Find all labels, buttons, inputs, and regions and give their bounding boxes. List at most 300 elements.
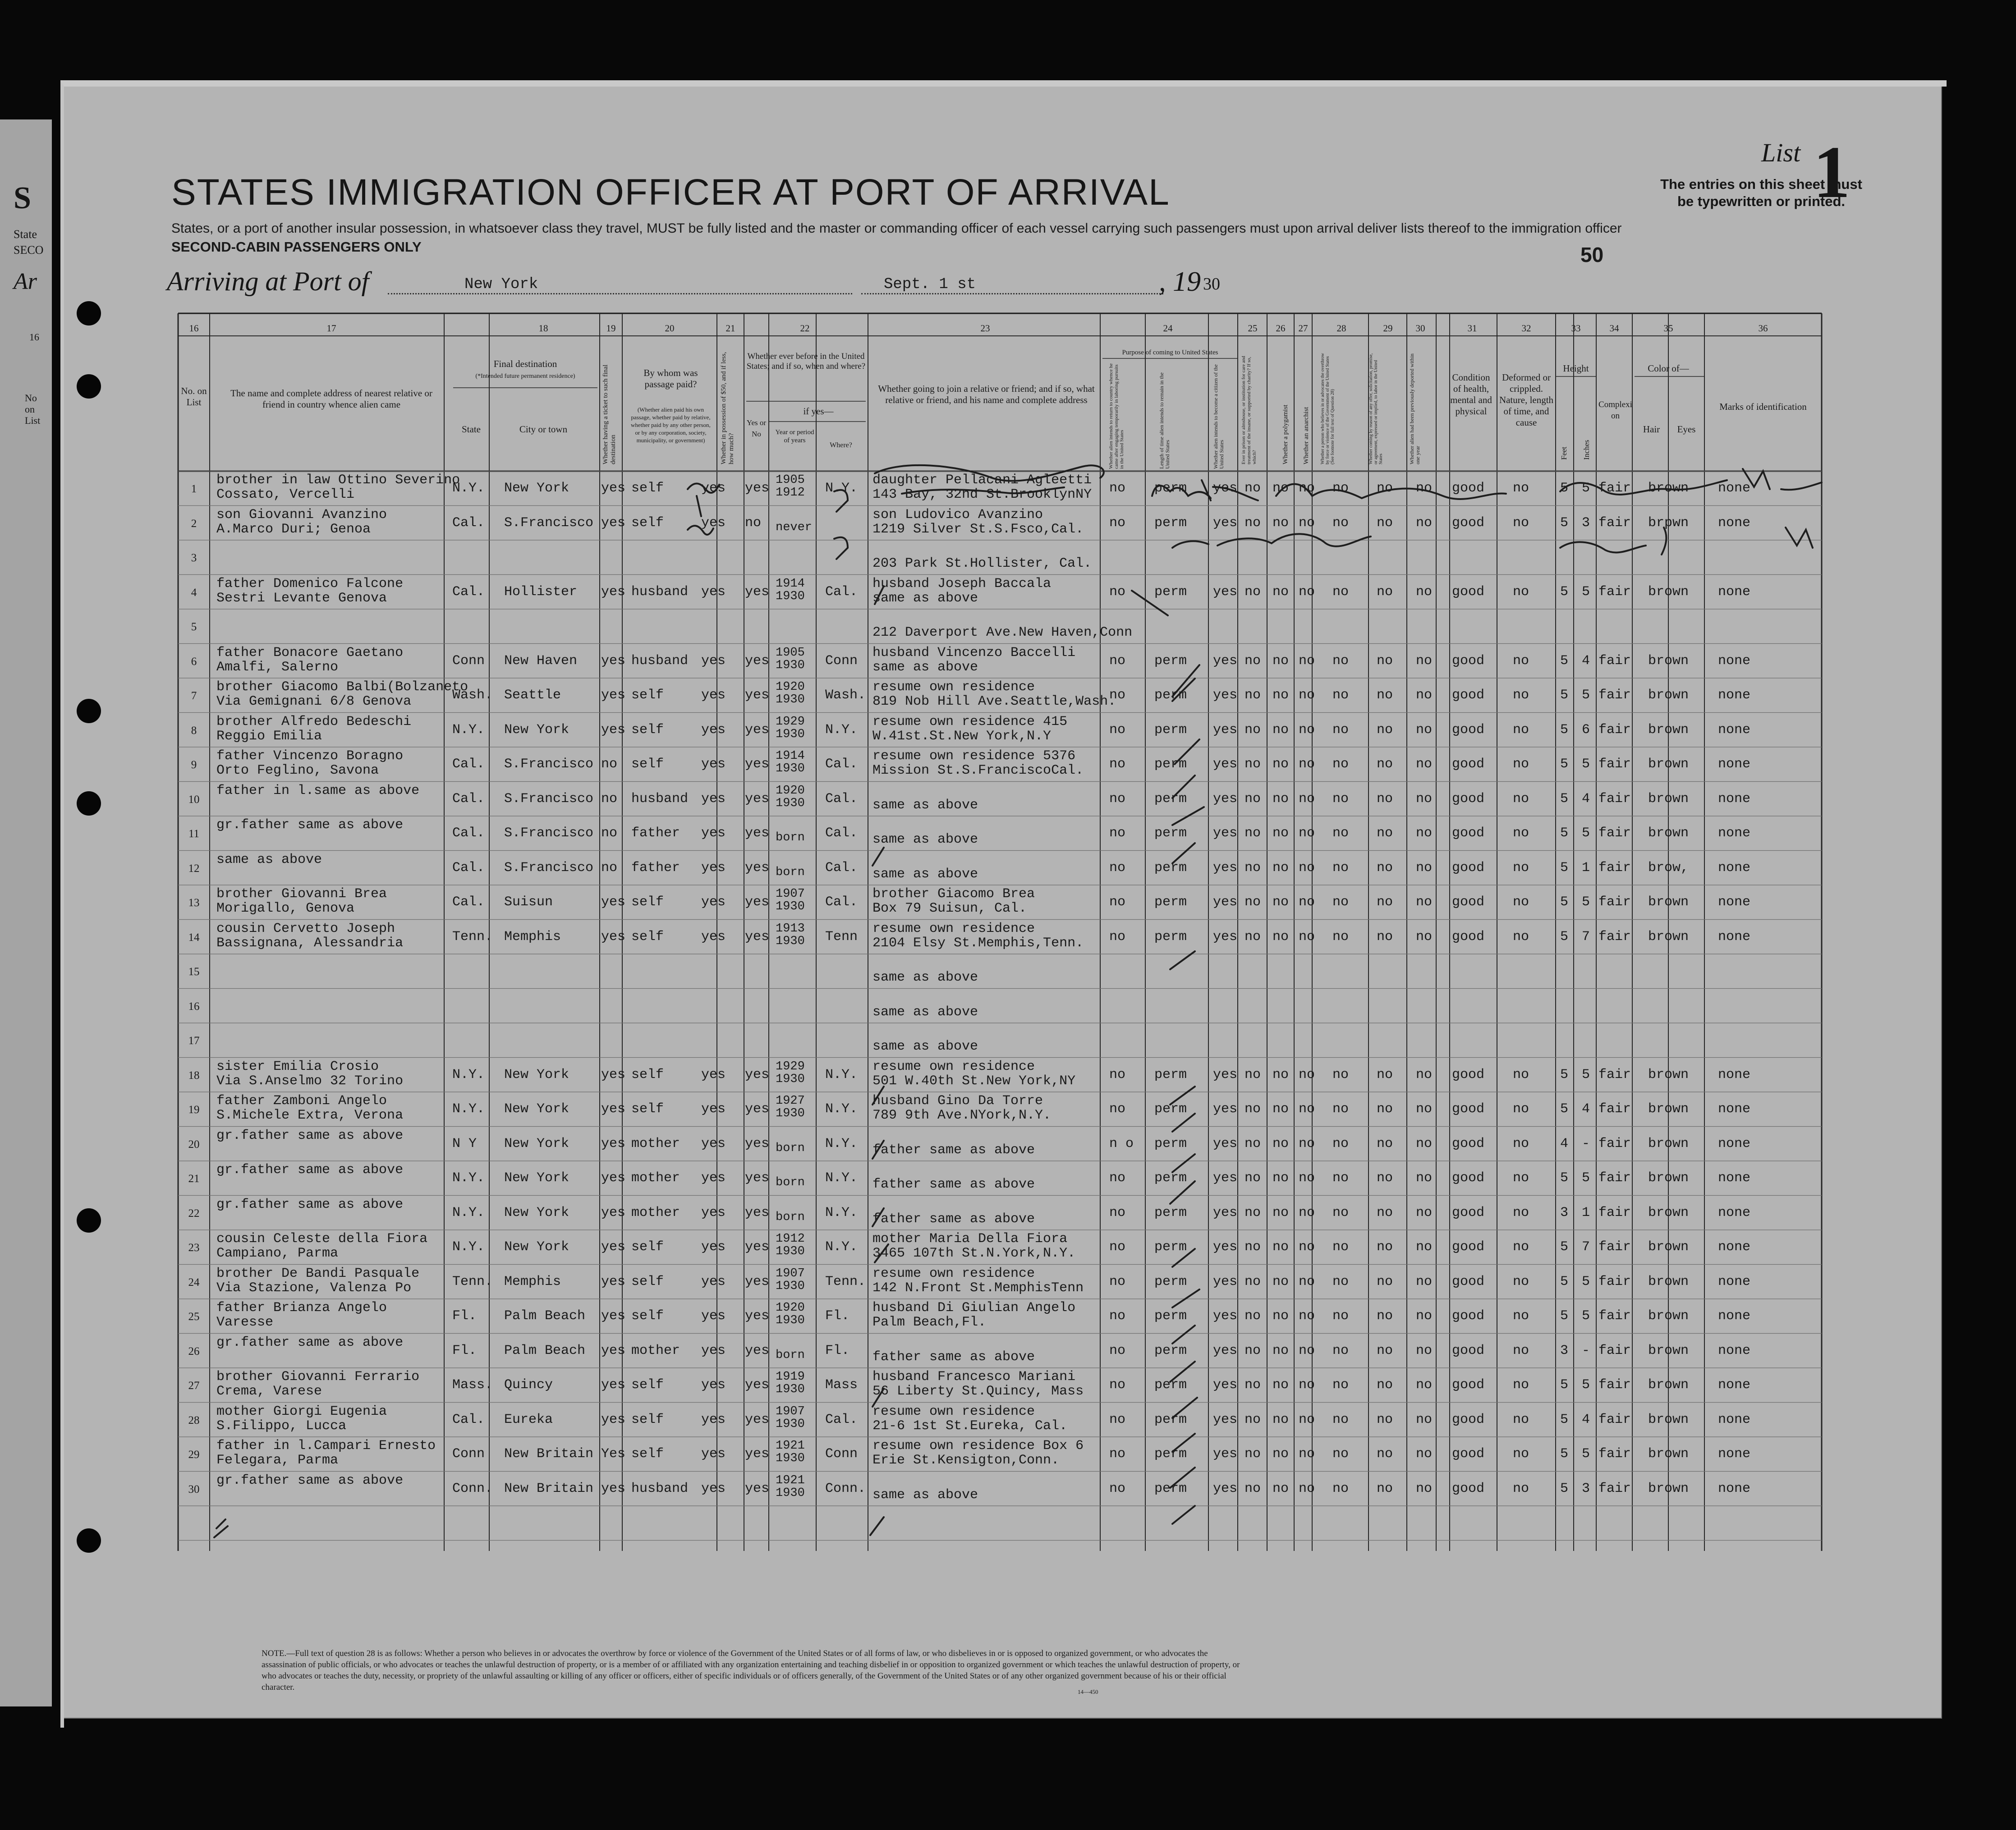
header-purpose-length: Length of time alien intends to remain in the United States (1158, 372, 1171, 469)
cell-paid: mother (631, 1343, 680, 1358)
fragment-text: SECO (14, 243, 44, 257)
cell-city: S.Francisco (504, 515, 594, 531)
cell-c22: yes (745, 653, 770, 669)
cell-c29: no (1377, 1377, 1393, 1393)
cell-marks: none (1718, 1481, 1751, 1496)
cell-city: New Haven (504, 653, 578, 669)
cell-c30: no (1416, 1239, 1433, 1255)
cell-where: Cal. (825, 894, 858, 910)
cell-p1: no (1109, 1377, 1126, 1393)
cell-state: N.Y. (452, 1205, 485, 1220)
cell-c21: yes (701, 1377, 726, 1393)
cell-years2: born (776, 1176, 805, 1190)
cell-inches: 4 (1582, 1412, 1590, 1427)
cell-join1: husband Francesco Mariani (873, 1369, 1076, 1385)
cell-ticket: yes (601, 1136, 626, 1151)
row-number: 11 (188, 828, 200, 840)
header-purpose-return: Whether alien intends to return to country whence he came after engaging temporarily in laboring pursuits in the United States (1108, 363, 1125, 469)
cell-c22: yes (745, 860, 770, 876)
cell-p1: no (1109, 481, 1126, 496)
cell-p1: no (1109, 1239, 1126, 1255)
cell-c26: no (1272, 1067, 1289, 1082)
cell-deformed: no (1513, 757, 1529, 772)
cell-city: S.Francisco (504, 826, 594, 841)
cell-hair: brown (1648, 1205, 1689, 1220)
cell-ticket: yes (601, 1170, 626, 1186)
cell-c29: no (1377, 1446, 1393, 1462)
row-number: 19 (188, 1104, 200, 1116)
cell-c26: no (1272, 584, 1289, 600)
cell-rel1: sister Emilia Crosio (216, 1059, 379, 1074)
cell-p1: no (1109, 757, 1126, 772)
cell-c26: no (1272, 1446, 1289, 1462)
cell-c22: yes (745, 584, 770, 600)
header-where: Where? (830, 441, 852, 449)
cell-c26: no (1272, 929, 1289, 945)
row-number: 6 (191, 655, 197, 668)
cell-c27: no (1299, 584, 1315, 600)
cell-feet: 5 (1560, 894, 1569, 910)
cell-health: good (1452, 826, 1485, 841)
cell-c28: no (1332, 929, 1349, 945)
cell-c29: no (1377, 1136, 1393, 1151)
cell-state: Cal. (452, 515, 485, 531)
cell-c27: no (1299, 1239, 1315, 1255)
cell-paid: self (631, 1274, 664, 1289)
cell-inches: 6 (1582, 722, 1590, 738)
cell-c27: no (1299, 653, 1315, 669)
row-number: 21 (188, 1173, 200, 1185)
cell-deformed: no (1513, 860, 1529, 876)
cell-complexion: fair (1598, 1377, 1631, 1393)
cell-p3: yes (1213, 722, 1238, 738)
cell-p3: yes (1213, 515, 1238, 531)
cell-rel2: A.Marco Duri; Genoa (216, 521, 371, 537)
cell-p1: no (1109, 1067, 1126, 1082)
cell-years2: 1930 (776, 900, 805, 914)
cell-ticket: yes (601, 1239, 626, 1255)
row-number: 25 (188, 1311, 200, 1323)
row-number: 16 (188, 1000, 200, 1013)
cell-c22: yes (745, 1101, 770, 1117)
cell-c26: no (1272, 791, 1289, 807)
cell-city: New York (504, 481, 569, 496)
cell-feet: 5 (1560, 481, 1569, 496)
row-number: 22 (188, 1207, 200, 1220)
cell-ticket: yes (601, 1308, 626, 1324)
form-title: STATES IMMIGRATION OFFICER AT PORT OF ARRIVAL (171, 172, 1170, 213)
cell-rel1: same as above (216, 852, 322, 867)
cell-paid: husband (631, 584, 689, 600)
cell-c26: no (1272, 653, 1289, 669)
cell-marks: none (1718, 791, 1751, 807)
cell-p3: yes (1213, 757, 1238, 772)
passenger-class: SECOND-CABIN PASSENGERS ONLY (171, 239, 422, 255)
cell-c30: no (1416, 1101, 1433, 1117)
cell-join1: resume own residence (873, 1266, 1035, 1281)
fragment-text: 16 (29, 331, 39, 343)
cell-ticket: yes (601, 1274, 626, 1289)
cell-city: New York (504, 1205, 569, 1220)
cell-c30: no (1416, 481, 1433, 496)
cell-c26: no (1272, 688, 1289, 703)
cell-health: good (1452, 1308, 1485, 1324)
cell-paid: self (631, 894, 664, 910)
cell-c27: no (1299, 1446, 1315, 1462)
cell-p2: perm (1154, 1274, 1187, 1289)
cell-c28: no (1332, 481, 1349, 496)
cell-city: New York (504, 1067, 569, 1082)
cell-c26: no (1272, 1377, 1289, 1393)
cell-rel1: gr.father same as above (216, 1197, 404, 1212)
cell-c26: no (1272, 757, 1289, 772)
cell-rel1: father Brianza Angelo (216, 1300, 387, 1316)
cell-c27: no (1299, 894, 1315, 910)
cell-years1: 1907 (776, 887, 805, 901)
header-prison: Ever in prison or almshouse, or institution for care and treatment of the insane, or supported by charity? If so, which? (1241, 356, 1257, 464)
cell-complexion: fair (1598, 1067, 1631, 1082)
cell-c30: no (1416, 584, 1433, 600)
cell-years2: 1930 (776, 1072, 805, 1086)
cell-rel1: father Domenico Falcone (216, 576, 404, 592)
column-number: 19 (606, 323, 616, 334)
cell-ticket: yes (601, 653, 626, 669)
cell-hair: brpwn (1648, 515, 1689, 531)
cell-paid: self (631, 1446, 664, 1462)
cell-c26: no (1272, 894, 1289, 910)
header-complexion: Complexion (1598, 400, 1632, 421)
cell-c28: no (1332, 1343, 1349, 1358)
cell-ticket: no (601, 860, 618, 876)
cell-c22: yes (745, 791, 770, 807)
cell-c29: no (1377, 791, 1393, 807)
cell-feet: 5 (1560, 1481, 1569, 1496)
cell-c29: no (1377, 860, 1393, 876)
cell-feet: 5 (1560, 791, 1569, 807)
cell-deformed: no (1513, 1136, 1529, 1151)
cell-c22: yes (745, 929, 770, 945)
cell-years1: 1913 (776, 922, 805, 936)
cell-years1: 1914 (776, 749, 805, 763)
cell-years2: 1930 (776, 1452, 805, 1466)
cell-years1: 1929 (776, 1059, 805, 1073)
cell-hair: brown (1648, 1446, 1689, 1462)
cell-join1: husband Di Giulian Angelo (873, 1300, 1076, 1316)
cell-hair: brown (1648, 929, 1689, 945)
cell-state: Mass. (452, 1377, 493, 1393)
cell-c29: no (1377, 1343, 1393, 1358)
cell-c21: yes (701, 722, 726, 738)
arriving-label: Arriving at Port of (167, 266, 369, 296)
cell-deformed: no (1513, 653, 1529, 669)
cell-rel1: brother Alfredo Bedeschi (216, 714, 412, 729)
cell-health: good (1452, 1446, 1485, 1462)
cell-p2: perm (1154, 894, 1187, 910)
cell-deformed: no (1513, 826, 1529, 841)
cell-deformed: no (1513, 481, 1529, 496)
header-join-relative: Whether going to join a relative or friend; and if so, what relative or friend, and his name and complete address (878, 383, 1095, 405)
cell-p2: perm (1154, 1170, 1187, 1186)
cell-city: New York (504, 1136, 569, 1151)
cell-where: N.Y. (825, 1067, 858, 1082)
cell-c30: no (1416, 688, 1433, 703)
cell-join2: same as above (873, 1039, 978, 1055)
cell-where: Cal. (825, 826, 858, 841)
cell-c28: no (1332, 688, 1349, 703)
cell-complexion: fair (1598, 1412, 1631, 1427)
cell-years1: 1921 (776, 1439, 805, 1453)
cell-health: good (1452, 791, 1485, 807)
cell-years1: 1919 (776, 1370, 805, 1384)
cell-state: Fl. (452, 1343, 477, 1358)
cell-marks: none (1718, 1067, 1751, 1082)
cell-rel2: Reggio Emilia (216, 728, 322, 744)
cell-rel2: Via S.Anselmo 32 Torino (216, 1073, 404, 1089)
cell-p3: yes (1213, 1101, 1238, 1117)
cell-rel2: Campiano, Parma (216, 1246, 339, 1261)
cell-inches: 5 (1582, 688, 1590, 703)
cell-c28: no (1332, 791, 1349, 807)
column-number: 25 (1248, 323, 1258, 334)
cell-ticket: yes (601, 688, 626, 703)
cell-join1: resume own residence 415 (873, 714, 1068, 729)
header-city: City or town (519, 424, 568, 435)
cell-p1: no (1109, 860, 1126, 876)
cell-join2: 212 Daverport Ave.New Haven,Conn (873, 625, 1133, 641)
cell-years1: 1905 (776, 473, 805, 487)
cell-c21: yes (701, 481, 726, 496)
cell-inches: 7 (1582, 929, 1590, 945)
cell-c30: no (1416, 826, 1433, 841)
cell-rel2: Cossato, Vercelli (216, 487, 355, 503)
cell-c21: yes (701, 757, 726, 772)
cell-city: New Britain (504, 1481, 594, 1496)
cell-marks: none (1718, 1274, 1751, 1289)
cell-hair: brown (1648, 481, 1689, 496)
cell-years1: 1907 (776, 1404, 805, 1418)
cell-c26: no (1272, 1170, 1289, 1186)
cell-paid: mother (631, 1205, 680, 1220)
cell-c26: no (1272, 1343, 1289, 1358)
fragment-text: Ar (14, 269, 37, 294)
cell-hair: brown (1648, 826, 1689, 841)
cell-hair: brown (1648, 653, 1689, 669)
cell-inches: - (1582, 1343, 1590, 1358)
cell-p1: no (1109, 688, 1126, 703)
header-no-on-list: No. on List (181, 385, 207, 408)
header-overthrow: Whether a person who believes in or advocates the overthrow by force or violence of the Government of the United States (See footnote for full text of Question 28) (1320, 353, 1335, 464)
cell-join2: father same as above (873, 1211, 1035, 1227)
cell-deformed: no (1513, 515, 1529, 531)
cell-hair: brow, (1648, 860, 1689, 876)
cell-c27: no (1299, 1481, 1315, 1496)
cell-years2: born (776, 1348, 805, 1362)
cell-join1: daughter Pellacani Agleetti (873, 472, 1092, 488)
cell-paid: husband (631, 791, 689, 807)
cell-join2: Palm Beach,Fl. (873, 1315, 987, 1330)
cell-rel2: S.Michele Extra, Verona (216, 1108, 404, 1124)
cell-p1: no (1109, 1343, 1126, 1358)
cell-paid: self (631, 1239, 664, 1255)
cell-inches: 5 (1582, 1446, 1590, 1462)
cell-p1: no (1109, 722, 1126, 738)
row-number: 26 (188, 1345, 200, 1358)
cell-ticket: yes (601, 1205, 626, 1220)
cell-feet: 5 (1560, 1274, 1569, 1289)
cell-deformed: no (1513, 1239, 1529, 1255)
row-number: 23 (188, 1242, 200, 1254)
cell-c22: yes (745, 1412, 770, 1427)
cell-c28: no (1332, 1170, 1349, 1186)
cell-paid: mother (631, 1136, 680, 1151)
cell-c30: no (1416, 1067, 1433, 1082)
cell-feet: 5 (1560, 826, 1569, 841)
column-number: 20 (665, 323, 675, 334)
cell-join2: 142 N.Front St.MemphisTenn (873, 1280, 1084, 1296)
cell-where: N.Y. (825, 1101, 858, 1117)
cell-c27: no (1299, 757, 1315, 772)
cell-rel2: Sestri Levante Genova (216, 590, 387, 606)
cell-hair: brown (1648, 1136, 1689, 1151)
cell-join2: W.41st.St.New York,N.Y (873, 728, 1052, 744)
cell-rel1: brother Giovanni Ferrario (216, 1369, 420, 1385)
cell-rel1: son Giovanni Avanzino (216, 507, 387, 523)
cell-p1: no (1109, 515, 1126, 531)
cell-paid: self (631, 722, 664, 738)
cell-c29: no (1377, 1101, 1393, 1117)
cell-p2: perm (1154, 929, 1187, 945)
column-number: 29 (1383, 323, 1393, 334)
cell-c28: no (1332, 1067, 1349, 1082)
cell-rel1: brother in law Ottino Severino (216, 472, 460, 488)
cell-years1: 1927 (776, 1094, 805, 1108)
cell-join2: same as above (873, 1004, 978, 1020)
cell-p3: yes (1213, 1170, 1238, 1186)
cell-p1: n o (1109, 1136, 1134, 1151)
cell-city: New York (504, 1101, 569, 1117)
header-polygamist: Whether a polygamist (1282, 404, 1289, 464)
cell-c21: yes (701, 1067, 726, 1082)
cell-inches: 5 (1582, 894, 1590, 910)
cell-c26: no (1272, 515, 1289, 531)
cell-health: good (1452, 722, 1485, 738)
column-number: 32 (1521, 323, 1531, 334)
cell-city: Memphis (504, 929, 561, 945)
cell-ticket: yes (601, 515, 626, 531)
cell-paid: self (631, 1101, 664, 1117)
cell-rel1: gr.father same as above (216, 817, 404, 833)
cell-rel1: father Bonacore Gaetano (216, 645, 404, 660)
cell-state: Conn (452, 1446, 485, 1462)
cell-p3: yes (1213, 826, 1238, 841)
cell-where: Cal. (825, 584, 858, 600)
cell-paid: self (631, 688, 664, 703)
cell-c27: no (1299, 1136, 1315, 1151)
cell-c30: no (1416, 929, 1433, 945)
row-number: 24 (188, 1276, 200, 1289)
cell-c25: no (1245, 860, 1261, 876)
cell-rel1: father in l.Campari Ernesto (216, 1438, 436, 1454)
cell-p3: yes (1213, 1343, 1238, 1358)
cell-rel2: Felegara, Parma (216, 1453, 339, 1468)
cell-rel1: father in l.same as above (216, 783, 420, 798)
cell-inches: 5 (1582, 584, 1590, 600)
cell-p2: perm (1154, 1136, 1187, 1151)
cell-ticket: no (601, 757, 618, 772)
cell-state: Tenn. (452, 1274, 493, 1289)
cell-c26: no (1272, 860, 1289, 876)
cell-join2: father same as above (873, 1142, 1035, 1158)
cell-c25: no (1245, 688, 1261, 703)
cell-c21: yes (701, 1343, 726, 1358)
cell-city: S.Francisco (504, 860, 594, 876)
cell-c30: no (1416, 1308, 1433, 1324)
cell-paid: father (631, 826, 680, 841)
cell-deformed: no (1513, 722, 1529, 738)
cell-rel2: Crema, Varese (216, 1384, 322, 1399)
column-number: 16 (189, 323, 199, 334)
cell-c30: no (1416, 791, 1433, 807)
cell-years1: 1905 (776, 646, 805, 660)
cell-c25: no (1245, 826, 1261, 841)
row-number: 20 (188, 1138, 200, 1151)
cell-city: New Britain (504, 1446, 594, 1462)
cell-c27: no (1299, 688, 1315, 703)
cell-years2: 1930 (776, 589, 805, 603)
cell-p3: yes (1213, 653, 1238, 669)
cell-complexion: fair (1598, 1308, 1631, 1324)
cell-inches: 5 (1582, 1067, 1590, 1082)
cell-state: Cal. (452, 894, 485, 910)
header-deformed: Deformed or crippled. Nature, length of time, and cause (1499, 372, 1554, 428)
cell-years2: 1912 (776, 486, 805, 500)
cell-marks: none (1718, 860, 1751, 876)
cell-ticket: yes (601, 1377, 626, 1393)
cell-c21: yes (701, 653, 726, 669)
cell-c25: no (1245, 1377, 1261, 1393)
cell-marks: none (1718, 1308, 1751, 1324)
cell-rel2: Amalfi, Salerno (216, 659, 339, 675)
cell-p2: perm (1154, 1205, 1187, 1220)
cell-years2: 1930 (776, 1417, 805, 1431)
cell-feet: 5 (1560, 1067, 1569, 1082)
cell-inches: 3 (1582, 1481, 1590, 1496)
column-number: 18 (538, 323, 548, 334)
cell-complexion: fair (1598, 481, 1631, 496)
cell-complexion: fair (1598, 688, 1631, 703)
cell-inches: 5 (1582, 826, 1590, 841)
cell-city: New York (504, 1239, 569, 1255)
cell-c25: no (1245, 1446, 1261, 1462)
cell-complexion: fair (1598, 1170, 1631, 1186)
cell-marks: none (1718, 1377, 1751, 1393)
header-color-of: Color of— (1648, 363, 1689, 374)
cell-city: Quincy (504, 1377, 553, 1393)
cell-p2: perm (1154, 1343, 1187, 1358)
cell-marks: none (1718, 515, 1751, 531)
cell-deformed: no (1513, 1343, 1529, 1358)
cell-c22: yes (745, 1377, 770, 1393)
fragment-text: No (25, 392, 37, 404)
row-number: 13 (188, 897, 200, 909)
cell-marks: none (1718, 653, 1751, 669)
cell-state: Cal. (452, 826, 485, 841)
header-inches: Inches (1582, 440, 1591, 460)
cell-where: N.Y. (825, 1205, 858, 1220)
cell-ticket: yes (601, 1067, 626, 1082)
cell-marks: none (1718, 481, 1751, 496)
cell-c26: no (1272, 1239, 1289, 1255)
